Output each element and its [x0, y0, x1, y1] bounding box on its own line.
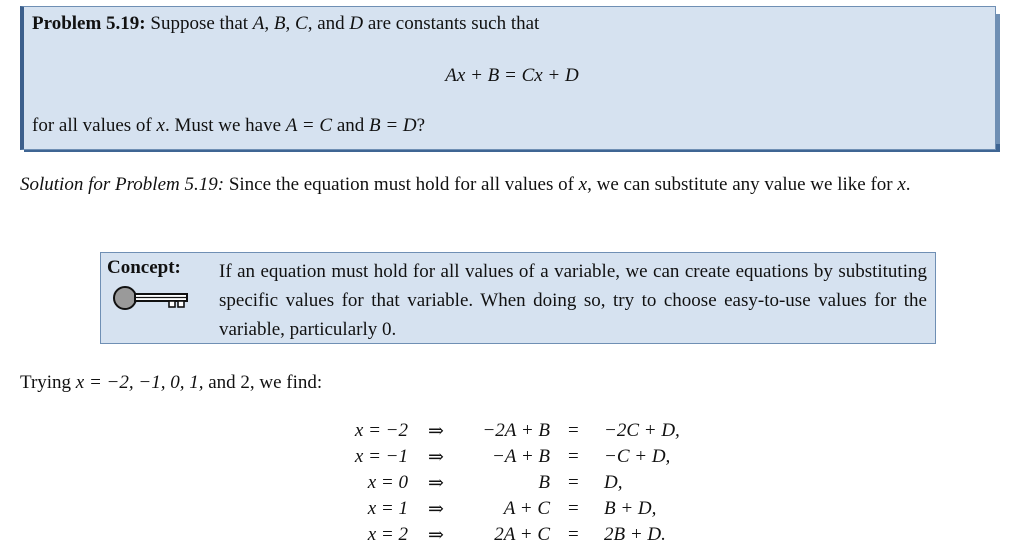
problem-panel	[20, 6, 996, 150]
concept-label: Concept:	[107, 257, 181, 278]
condition-b-equals-d: B = D	[369, 115, 417, 136]
equation-left-side: −A + B	[491, 446, 550, 467]
question-and: and	[332, 115, 369, 136]
equation-left-side: −2A + B	[482, 420, 550, 441]
problem-statement-line	[32, 13, 539, 35]
equals-sign: =	[568, 472, 579, 493]
implies-arrow: ⇒	[428, 421, 444, 442]
comma: ,	[264, 13, 274, 34]
question-mid: . Must we have	[164, 115, 286, 136]
equation-lhs: x = 2	[367, 524, 408, 545]
comma: ,	[285, 13, 295, 34]
solution-text-mid: , we can substitute any value we like for	[587, 174, 898, 195]
period: .	[905, 174, 911, 195]
equals-sign: =	[568, 524, 579, 545]
equation-lhs: x = −2	[354, 420, 408, 441]
var-x: x	[897, 174, 906, 195]
equation-left-side: B	[538, 472, 550, 493]
implies-arrow: ⇒	[428, 473, 444, 494]
question-mark: ?	[416, 115, 426, 136]
concept-text: If an equation must hold for all values of a variable, we can create equations by substituting specific values for that variable. When doing so, try to choose easy-to-use values for the variable, particularly 0.	[219, 261, 927, 340]
problem-equation	[24, 65, 1000, 87]
problem-equation-text: Ax + B = Cx + D	[445, 65, 579, 86]
problem-question-line	[32, 115, 425, 137]
trying-values: x = −2, −1, 0, 1,	[75, 372, 204, 393]
equals-sign: =	[568, 420, 579, 441]
solution-text-pre: Since the equation must hold for all values of	[224, 174, 579, 195]
key-icon	[111, 285, 191, 317]
var-d: D	[349, 13, 364, 34]
solution-label: Solution for Problem 5.19:	[20, 174, 225, 195]
implies-arrow: ⇒	[428, 499, 444, 520]
var-c: C	[295, 13, 308, 34]
problem-tail-text: are constants such that	[363, 13, 540, 34]
equation-right-side: −2C + D,	[604, 420, 680, 441]
trying-line	[20, 372, 322, 394]
problem-box	[20, 6, 996, 160]
concept-box	[100, 252, 936, 344]
var-a: A	[252, 13, 265, 34]
implies-arrow: ⇒	[428, 525, 444, 546]
trying-post: and 2, we find:	[203, 372, 323, 393]
and-word: , and	[307, 13, 350, 34]
equals-sign: =	[568, 498, 579, 519]
var-b: B	[273, 13, 286, 34]
question-pre: for all values of	[32, 115, 157, 136]
equation-left-side: A + C	[503, 498, 550, 519]
var-x: x	[156, 115, 165, 136]
equation-right-side: D,	[604, 472, 623, 493]
equation-right-side: B + D,	[604, 498, 657, 519]
equation-lhs: x = −1	[354, 446, 408, 467]
implies-arrow: ⇒	[428, 447, 444, 468]
equation-left-side: 2A + C	[494, 524, 550, 545]
equation-right-side: 2B + D.	[604, 524, 666, 545]
equation-lhs: x = 1	[367, 498, 408, 519]
solution-paragraph	[20, 170, 1010, 200]
trying-pre: Trying	[20, 372, 76, 393]
equation-lhs: x = 0	[367, 472, 408, 493]
equation-right-side: −C + D,	[604, 446, 671, 467]
problem-label: Problem 5.19:	[32, 13, 146, 34]
condition-a-equals-c: A = C	[285, 115, 333, 136]
problem-intro-text: Suppose that	[145, 13, 253, 34]
var-x: x	[578, 174, 588, 195]
equals-sign: =	[568, 446, 579, 467]
